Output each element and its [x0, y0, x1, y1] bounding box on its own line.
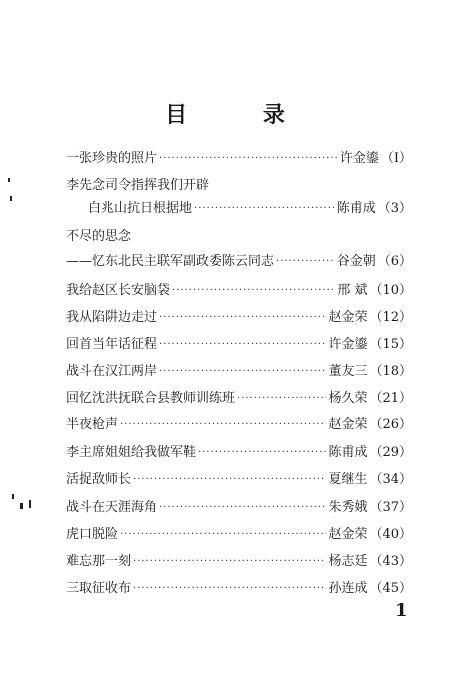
toc-entry[interactable] [88, 198, 412, 220]
toc-leader-dots [120, 414, 326, 436]
toc-entry-author: 杨志廷 [328, 554, 368, 569]
page-number: 1 [395, 600, 408, 621]
toc-leader-dots [198, 442, 326, 464]
toc-entry-author: 赵金荣 [328, 310, 368, 325]
toc-entry-page: （34） [369, 472, 412, 487]
toc-entry-author: 许金鎏 [339, 151, 379, 166]
toc-entry-title: 虎口脱险 [66, 527, 119, 542]
toc-entry[interactable] [66, 578, 412, 600]
toc-entry-author: 陈甫成 [328, 445, 368, 460]
toc-entry[interactable] [66, 497, 412, 519]
toc-entry-title: 李主席姐姐给我做军鞋 [66, 445, 197, 460]
toc-entry-page: （Ⅰ） [380, 151, 412, 166]
toc-entry-title: 难忘那一刻 [66, 554, 132, 569]
toc-entry-title: 回忆沈洪抚联合县教师训练班 [66, 391, 236, 406]
toc-entry-author: 杨久荣 [328, 391, 368, 406]
toc-entry-title: 三取征收布 [66, 581, 132, 596]
toc-entry-page: （26） [369, 417, 412, 432]
toc-entry[interactable] [66, 414, 412, 436]
margin-mark [20, 503, 23, 509]
toc-entry-author: 邢 斌 [337, 283, 368, 298]
toc-leader-dots [159, 361, 326, 383]
toc-entry[interactable] [66, 280, 412, 302]
toc-entry[interactable] [66, 524, 412, 546]
toc-leader-dots [120, 524, 326, 546]
toc-entry-page: （15） [369, 337, 412, 352]
toc-entry[interactable] [66, 388, 412, 410]
toc-entry-page: （10） [369, 283, 412, 298]
toc-leader-dots [276, 251, 335, 273]
toc-entry-page: （12） [369, 310, 412, 325]
toc-entry[interactable] [66, 148, 412, 170]
toc-section-heading: 李先念司令指挥我们开辟 [66, 178, 210, 193]
toc-leader-dots [194, 198, 335, 220]
toc-entry-title: 活捉敌师长 [66, 472, 132, 487]
toc-entry[interactable] [66, 442, 412, 464]
toc-entry-title: 战斗在天涯海角 [66, 500, 158, 515]
toc-entry-page: （45） [369, 581, 412, 596]
toc-entry-author: 朱秀娥 [328, 500, 368, 515]
toc-leader-dots [133, 551, 326, 573]
toc-entry-page: （43） [369, 554, 412, 569]
toc-leader-dots [133, 469, 326, 491]
toc-entry-author: 谷金朝 [336, 254, 376, 269]
toc-entry-title: 半夜枪声 [66, 417, 119, 432]
toc-entry-page: （3） [377, 201, 412, 216]
margin-mark [29, 500, 31, 508]
toc-entry-author: 赵金荣 [328, 527, 368, 542]
toc-entry-title: 我从陷阱边走过 [66, 310, 158, 325]
toc-entry-title: 一张珍贵的照片 [66, 151, 158, 166]
toc-entry[interactable] [66, 307, 412, 329]
toc-section-heading: 不尽的思念 [66, 229, 132, 244]
toc-entry-author: 夏继生 [328, 472, 368, 487]
toc-entry-page: （18） [369, 364, 412, 379]
toc-entry-title: ——忆东北民主联军副政委陈云同志 [66, 254, 275, 269]
toc-entry-author: 董友三 [328, 364, 368, 379]
toc-entry-page: （40） [369, 527, 412, 542]
toc-entry-author: 许金鎏 [328, 337, 368, 352]
toc-leader-dots [159, 334, 326, 356]
toc-leader-dots [172, 280, 335, 302]
toc-entry-page: （29） [369, 445, 412, 460]
toc-entry-author: 陈甫成 [336, 201, 376, 216]
toc-leader-dots [159, 148, 338, 170]
toc-leader-dots [133, 578, 326, 600]
toc-entry[interactable] [66, 334, 412, 356]
toc-entry-title: 战斗在汉江两岸 [66, 364, 158, 379]
margin-mark [8, 178, 10, 182]
toc-entry[interactable] [66, 361, 412, 383]
page-title: 目 录 [165, 102, 319, 128]
toc-entry[interactable] [66, 251, 412, 273]
toc-entry-title: 我给赵区长安脑袋 [66, 283, 171, 298]
toc-entry-page: （21） [369, 391, 412, 406]
toc-entry[interactable] [66, 551, 412, 573]
toc-entry-page: （37） [369, 500, 412, 515]
toc-entry-title: 回首当年话征程 [66, 337, 158, 352]
toc-leader-dots [159, 307, 326, 329]
margin-mark [10, 196, 12, 201]
toc-entry-author: 赵金荣 [328, 417, 368, 432]
toc-entry[interactable] [66, 469, 412, 491]
margin-mark [12, 494, 14, 499]
toc-entry-page: （6） [377, 254, 412, 269]
toc-entry-title: 白兆山抗日根据地 [88, 201, 193, 216]
toc-leader-dots [159, 497, 326, 519]
toc-entry-author: 孙连成 [328, 581, 368, 596]
toc-leader-dots [237, 388, 326, 410]
